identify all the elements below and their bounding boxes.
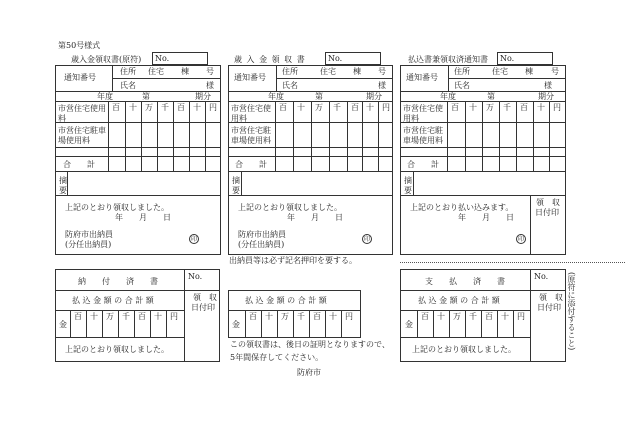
digit-header: 万 xyxy=(315,103,323,112)
payment-done-no-label: No. xyxy=(188,272,203,281)
statement: 上記のとおり領収しました。 xyxy=(412,345,516,354)
nendo-label: 年度 xyxy=(97,92,113,101)
notice-no-label: 通知番号 xyxy=(64,73,96,82)
summary-label: 摘要 xyxy=(59,176,67,195)
nendo-label: 年度 xyxy=(440,92,456,101)
seal-icon: 印 xyxy=(190,236,197,243)
mune-label: 棟 xyxy=(353,67,361,76)
kin-label: 金 xyxy=(405,320,413,329)
digit-header: 千 xyxy=(333,103,341,112)
address-label: 住所 xyxy=(120,67,136,76)
mune-label: 棟 xyxy=(525,67,533,76)
summary-label: 摘要 xyxy=(404,176,412,195)
receipt-no-label: No. xyxy=(328,54,343,63)
statement: 上記のとおり払い込みます。 xyxy=(410,203,514,212)
name-label: 氏名 xyxy=(120,81,136,90)
sama-label: 様 xyxy=(544,81,552,90)
address-label: 住所 xyxy=(282,67,298,76)
digit-header: 百 xyxy=(485,312,493,321)
seal-note: 出納員等は必ず記名押印を要する。 xyxy=(229,256,357,265)
cashier-line1: 防府市出納員 xyxy=(238,230,286,239)
digit-header: 十 xyxy=(366,103,374,112)
jutaku-label: 住宅 xyxy=(492,67,508,76)
receipt-stub-title: 歳入金領収書(原符) xyxy=(71,55,142,64)
digit-header: 千 xyxy=(469,312,477,321)
digit-header: 円 xyxy=(345,312,353,321)
statement: 上記のとおり領収しました。 xyxy=(65,345,169,354)
seal-icon: 印 xyxy=(363,236,370,243)
digit-header: 万 xyxy=(281,312,289,321)
digit-header: 百 xyxy=(74,312,82,321)
digit-header: 円 xyxy=(517,312,525,321)
digit-header: 十 xyxy=(501,312,509,321)
digit-header: 百 xyxy=(112,103,120,112)
total-label: 合 計 xyxy=(63,160,95,169)
cashier-line1: 防府市出納員 xyxy=(65,230,113,239)
dai-label: 第 xyxy=(315,92,323,101)
name-label: 氏名 xyxy=(454,81,470,90)
cashier-line2: (分任出納員) xyxy=(65,240,112,249)
digit-header: 十 xyxy=(329,312,337,321)
digit-header: 十 xyxy=(469,103,477,112)
go-label: 号 xyxy=(551,67,559,76)
digit-header: 百 xyxy=(279,103,287,112)
payment-done-title: 納 付 済 書 xyxy=(78,277,158,286)
digit-header: 百 xyxy=(138,312,146,321)
digit-header: 百 xyxy=(451,103,459,112)
retention-notice: この領収書は、後日の証明となりますので、 xyxy=(230,340,390,349)
attach-note: (原符に添付すること) xyxy=(567,272,576,351)
digit-header: 百 xyxy=(351,103,359,112)
digit-header: 百 xyxy=(421,312,429,321)
jutaku-label: 住宅 xyxy=(148,67,164,76)
digit-header: 百 xyxy=(249,312,257,321)
digit-header: 百 xyxy=(177,103,185,112)
digit-header: 万 xyxy=(145,103,153,112)
digit-header: 十 xyxy=(297,103,305,112)
statement: 上記のとおり領収しました。 xyxy=(238,203,342,212)
kibun-label: 期分 xyxy=(195,92,211,101)
payment-slip-no-label: No. xyxy=(534,272,549,281)
notice-no-label: 通知番号 xyxy=(234,73,266,82)
digit-header: 円 xyxy=(209,103,217,112)
digit-header: 百 xyxy=(520,103,528,112)
retention-notice: 5年間保存してください。 xyxy=(230,353,324,362)
date-label: 年 月 日 xyxy=(458,213,514,222)
dai-label: 第 xyxy=(142,92,150,101)
date-label: 年 月 日 xyxy=(287,213,343,222)
parking-fee-label: 市営住宅駐車場使用料 xyxy=(58,126,106,145)
total-amount-label: 払 込 金 額 の 合 計 額 xyxy=(418,296,500,305)
stamp-label: 日付印 xyxy=(191,303,215,312)
receipt-stub-no-label: No. xyxy=(155,54,170,63)
digit-header: 千 xyxy=(297,312,305,321)
summary-label: 摘要 xyxy=(232,176,240,195)
digit-header: 十 xyxy=(265,312,273,321)
digit-header: 千 xyxy=(122,312,130,321)
stamp-label: 領 収 xyxy=(539,293,563,302)
mune-label: 棟 xyxy=(181,67,189,76)
name-label: 氏名 xyxy=(282,81,298,90)
notice-no-label: 通知番号 xyxy=(406,73,438,82)
receipt-title: 歳 入 金 領 収 書 xyxy=(234,55,306,64)
payment-slip-title: 支 払 済 書 xyxy=(425,277,505,286)
digit-header: 十 xyxy=(154,312,162,321)
form-number: 第50号様式 xyxy=(58,41,101,50)
address-label: 住所 xyxy=(454,67,470,76)
digit-header: 円 xyxy=(553,103,561,112)
digit-header: 万 xyxy=(453,312,461,321)
housing-fee-label: 市営住宅使用料 xyxy=(231,104,271,123)
digit-header: 十 xyxy=(90,312,98,321)
jutaku-label: 住宅 xyxy=(320,67,336,76)
total-amount-label: 払 込 金 額 の 合 計 額 xyxy=(245,296,327,305)
total-label: 合 計 xyxy=(407,160,439,169)
kibun-label: 期分 xyxy=(366,92,382,101)
kin-label: 金 xyxy=(59,320,67,329)
digit-header: 円 xyxy=(382,103,390,112)
cashier-line2: (分任出納員) xyxy=(238,240,285,249)
housing-fee-label: 市営住宅使用料 xyxy=(58,104,106,123)
digit-header: 万 xyxy=(486,103,494,112)
statement: 上記のとおり領収しました。 xyxy=(65,203,169,212)
kibun-label: 期分 xyxy=(538,92,554,101)
stamp-label: 日付印 xyxy=(537,303,561,312)
date-label: 年 月 日 xyxy=(115,213,171,222)
sama-label: 様 xyxy=(378,81,386,90)
digit-header: 十 xyxy=(537,103,545,112)
total-amount-label: 払 込 金 額 の 合 計 額 xyxy=(72,296,154,305)
go-label: 号 xyxy=(378,67,386,76)
seal-icon: 印 xyxy=(517,236,524,243)
digit-header: 千 xyxy=(161,103,169,112)
digit-header: 十 xyxy=(129,103,137,112)
parking-fee-label: 市営住宅駐車場使用料 xyxy=(231,126,271,145)
payment-notice-title: 払込書兼領収済通知書 xyxy=(408,55,488,64)
total-label: 合 計 xyxy=(235,160,267,169)
digit-header: 十 xyxy=(193,103,201,112)
stamp-label: 領 収 xyxy=(193,293,217,302)
nendo-label: 年度 xyxy=(268,92,284,101)
housing-fee-label: 市営住宅使用料 xyxy=(403,104,443,123)
city-name: 防府市 xyxy=(297,368,321,377)
payment-notice-no-label: No. xyxy=(500,54,515,63)
dai-label: 第 xyxy=(487,92,495,101)
digit-header: 十 xyxy=(437,312,445,321)
parking-fee-label: 市営住宅駐車場使用料 xyxy=(403,126,443,145)
cut-line xyxy=(400,262,625,263)
stamp-label: 日付印 xyxy=(535,208,559,217)
digit-header: 千 xyxy=(503,103,511,112)
digit-header: 万 xyxy=(106,312,114,321)
kin-label: 金 xyxy=(232,320,240,329)
sama-label: 様 xyxy=(206,81,214,90)
digit-header: 円 xyxy=(170,312,178,321)
stamp-label: 領 収 xyxy=(536,198,560,207)
digit-header: 百 xyxy=(313,312,321,321)
go-label: 号 xyxy=(206,67,214,76)
